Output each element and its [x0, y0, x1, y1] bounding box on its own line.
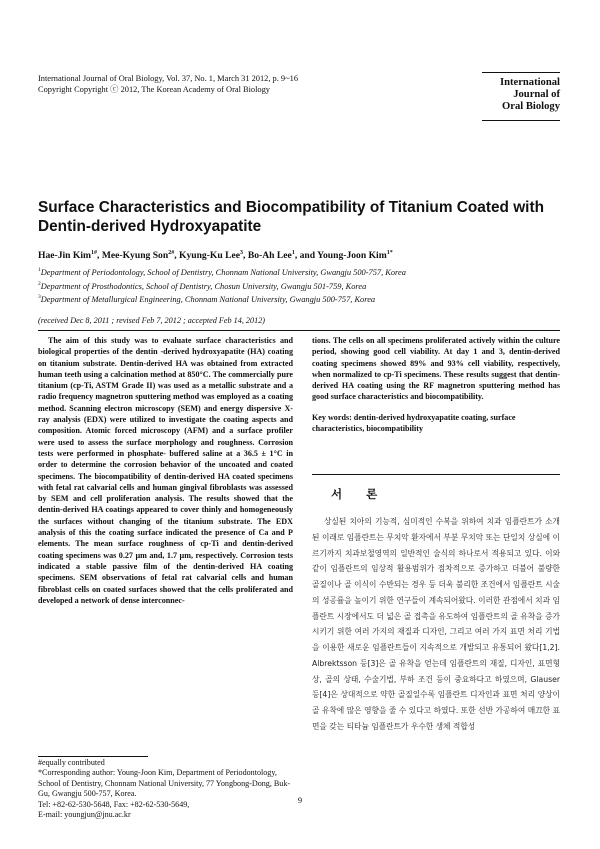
section-rule: [312, 474, 560, 475]
copyright-text: Copyright ⓒ 2012, The Korean Academy of Oral Biology: [74, 85, 270, 94]
journal-header: [38, 73, 298, 95]
section-heading: 서 론: [331, 487, 388, 501]
keywords: Key words: dentin-derived hydroxyapatite coating, surface characteristics, biocompatibility: [312, 412, 516, 434]
affiliation-item: $^1$Department of Periodontology, School of Dentistry, Chonnam National University, Gwangju 500-757, Korea: [38, 267, 406, 277]
footnote-email: E-mail: youngjun@jnu.ac.kr: [38, 810, 131, 820]
received-dates: (received Dec 8, 2011 ; revised Feb 7, 2012 ; accepted Feb 14, 2012): [38, 316, 266, 325]
journal-box-line-3: Oral Biology: [502, 101, 560, 113]
footnote-corresponding-author: *Corresponding author: Young-Joon Kim, Department of Periodontology, School of Dentistry, Chonnam National University, 77 Yongbong-Dong, Buk-Gu, Gwangju 500-757, Korea.: [38, 768, 291, 799]
journal-name-box: [482, 72, 560, 117]
citation-line: International Journal of Oral Biology, Vol. 37, No. 1, March 31 2012, p. 9~16: [38, 74, 299, 83]
author-3: Kyung-Ku Lee$^3$: [179, 250, 244, 262]
journal-box-line-2: Journal of: [513, 89, 560, 101]
header-rule: [38, 330, 560, 331]
author-4: Bo-Ah Lee$^1$: [247, 250, 295, 262]
author-list: Hae-Jin Kim$^{1\#}$, Mee-Kyung Son$^{2\#}$, Kyung-Ku Lee$^3$, Bo-Ah Lee$^1$, and Young-Joon Kim$^{1*}$: [38, 250, 393, 262]
left-column: [38, 335, 293, 606]
abstract-text: The aim of this study was to evaluate surface characteristics and biological properties of the dentin -derived hydroxyapatite (HA) coating on titanium substrate. Dentin-derived HA was obtained from extracted human teeth using a calcination method at 850°C. The commercially pure titanium (cp-Ti, ASTM Grade II) was used as a metallic substrate and a radio frequency magnetron sputtering method was employed as a coating method. Scanning electron microscopy (SEM) and energy dispersive X-ray analysis (EDX) were utilized to investigate the coating aspects and composition. Atomic forced microscopy (AFM) and a surface profiler were used to assess the surface morphology and roughness. Corrosion tests were performed in phosphate- buffered saline at a 36.5 ± 1°C in order to determine the corrosion behavior of the uncoated and coated specimens. The biocompatibility of dentin-derived HA coated specimens with fetal rat calvarial cells and human gingival fibroblasts was assessed by SEM and cell proliferation analysis. The results showed that the dentin-derived HA coatings appeared to cover thinly and homogeneously the surfaces without changing of the titanium substrate. The EDX analysis of this the coating surface indicated the presence of Ca and P elements. The mean surface roughness of cp-Ti and dentin-derived coating specimens was 0.27 µm and, 1.7 µm, respectively. Corrosion tests indicated a stable passive film of the dentin-derived HA coating specimens. SEM observations of fetal rat calvarial cells and human fibroblast cells on coated surfaces showed that the cells proliferated and developed a network of dense interconnec-: [38, 336, 293, 605]
affiliation-item: $^3$Department of Metallurgical Engineering, Chonnam National University, Gwangju 500-757, Korea: [38, 294, 376, 304]
copyright-line: Copyright Copyright ⓒ 2012, The Korean Academy of Oral Biology: [38, 85, 270, 94]
author-5: Young-Joon Kim$^{1*}$: [317, 250, 393, 262]
journal-box-line-1: International: [499, 77, 560, 88]
affiliation-item: $^2$Department of Prosthodontics, School of Dentistry, Chosun University, Gwangju 501-759, Korea: [38, 280, 367, 291]
footnote-contact-phone: Tel: +82-62-530-5648, Fax: +82-62-530-5649,: [38, 799, 190, 809]
abstract-continued: tions. The cells on all specimens proliferated actively within the culture period, showing good cell viability. At day 1 and 3, dentin-derived coating specimens showed 89% and 93% cell viability, respectively, when normalized to cp-Ti specimens. These results suggest that dentin-derived HA coating using the RF magnetron sputtering method has good surface characteristics and biocompatibility.: [312, 336, 560, 402]
introduction-text: 상실된 치아의 기능적, 심미적인 수복을 위하여 치과 임플란트가 소개된 이래로 임플란트는 무치악 환자에서 부분 무치악 또는 단일치 상실에 이르기까지 치과보철영역의 일반적인 술식의 하나로서 적용되고 있다. 이와 같이 임플란트의 임상적 활용범위가 점차적으로 증가하고 더불어 불량한 골질이나 골 이식이 수반되는 경우 등 더욱 불리한 조건에서 임플란트 시술의 성공률을 높이기 위한 연구들이 계속되어왔다. 이러한 관점에서 치과 임플란트 시장에서도 더 넓은 골 접촉을 유도하여 임플란트의 골 유착을 증가시키기 위한 여러 가지의 재질과 디자인, 그리고 여러 가지 표면 처리 기법을 이용한 새로운 임플란트들이 지속적으로 개발되고 유통되어 왔다[1,2]. Albrektsson 등[3]은 골 유착을 얻는데 임플란트의 재질, 디자인, 표면형상, 골의 상태, 수술기법, 부하 조건 등이 중요하다고 하였으며, Glauser 등[4]은 상대적으로 약한 골질일수록 임플란트 디자인과 표면 처리 양상이 골 유착에 많은 영향을 줄 수 있다고 하였다. 또한 선반 가공하여 매끄한 표면을 갖는 티타늄 임플란트가 우수한 생체 적합성: [312, 517, 560, 731]
affiliation-list: [38, 265, 568, 306]
footnotes: [38, 758, 293, 820]
footnote-rule: [38, 756, 148, 757]
footnote-equal-contribution: #equally contributed: [38, 758, 105, 767]
author-1: Hae-Jin Kim$^{1\#}$: [38, 250, 98, 262]
page-number: 9: [297, 796, 303, 805]
article-title: Surface Characteristics and Biocompatibility of Titanium Coated with Dentin-derived Hydroxyapatite: [38, 199, 544, 235]
right-column: [312, 335, 560, 434]
author-2: Mee-Kyung Son$^{2\#}$: [101, 250, 175, 262]
